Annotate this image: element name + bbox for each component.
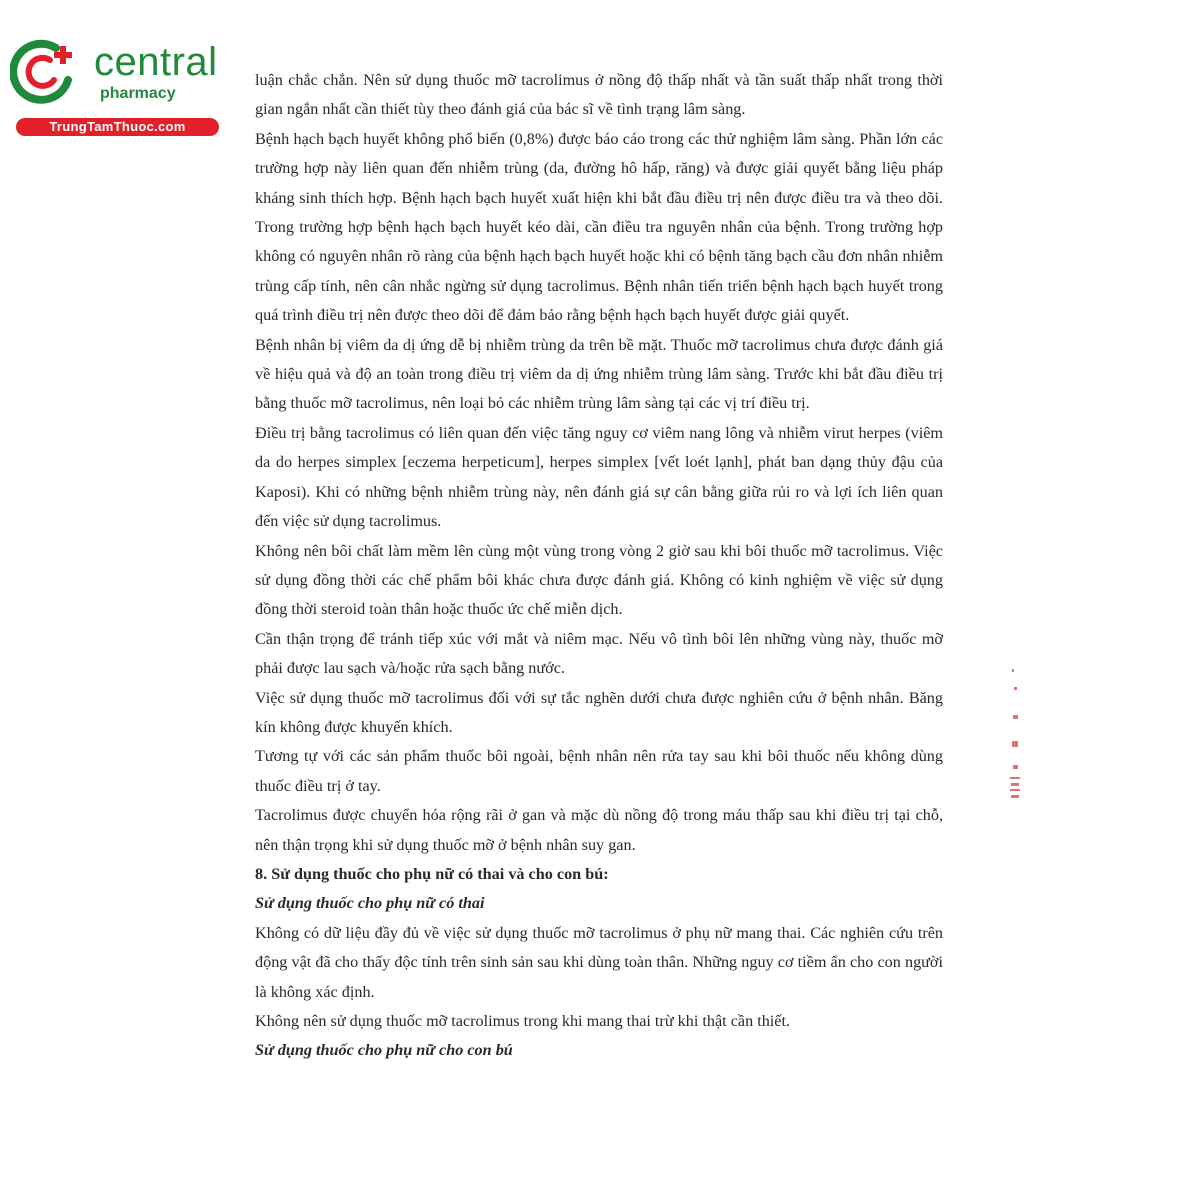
brand-name: central <box>94 40 218 84</box>
subheading-pregnancy: Sử dụng thuốc cho phụ nữ có thai <box>255 894 485 913</box>
paragraph: Điều trị bằng tacrolimus có liên quan đến việc tăng nguy cơ viêm nang lông và nhiễm virut herpes (viêm da do herpes simplex [eczema herpeticum], herpes simplex [vết loét lạnh], phát ban dạng thủy đậu của Kaposi). Khi có những bệnh nhiễm trùng này, nên đánh giá sự cân bằng giữa rủi ro và lợi ích liên quan đến việc sử dụng tacrolimus. <box>255 423 943 531</box>
paragraph: Không có dữ liệu đầy đủ về việc sử dụng thuốc mỡ tacrolimus ở phụ nữ mang thai. Các nghiên cứu trên động vật đã cho thấy độc tính trên sinh sản sau khi dùng toàn thân. Những nguy cơ tiềm ẩn cho con người là không xác định. <box>255 923 943 1001</box>
paragraph: Bệnh nhân bị viêm da dị ứng dễ bị nhiễm trùng da trên bề mặt. Thuốc mỡ tacrolimus chưa được đánh giá về hiệu quả và độ an toàn trong điều trị viêm da dị ứng nhiễm trùng lâm sàng. Trước khi bắt đầu điều trị bằng thuốc mỡ tacrolimus, nên loại bỏ các nhiễm trùng lâm sàng tại các vị trí điều trị. <box>255 335 943 413</box>
section-heading: 8. Sử dụng thuốc cho phụ nữ có thai và cho con bú: <box>255 864 609 883</box>
paragraph: luận chắc chắn. Nên sử dụng thuốc mỡ tacrolimus ở nồng độ thấp nhất và tần suất thấp nhất trong thời gian ngắn nhất cần thiết tùy theo đánh giá của bác sĩ về tình trạng lâm sàng. <box>255 71 943 119</box>
paragraph: Bệnh hạch bạch huyết không phổ biến (0,8%) được báo cáo trong các thử nghiệm lâm sàng. Phần lớn các trường hợp này liên quan đến nhiễm trùng (da, đường hô hấp, răng) và được giải quyết bằng liệu pháp kháng sinh thích hợp. Bệnh hạch bạch huyết xuất hiện khi bắt đầu điều trị nên được điều tra và theo dõi. Trong trường hợp bệnh hạch bạch huyết kéo dài, cần điều tra nguyên nhân của bệnh. Trong trường hợp không có nguyên nhân rõ ràng của bệnh hạch bạch huyết hoặc khi có bệnh tăng bạch cầu đơn nhân nhiễm trùng cấp tính, nên cân nhắc ngừng sử dụng tacrolimus. Bệnh nhân tiến triển bệnh hạch bạch huyết trong quá trình điều trị nên được theo dõi để đảm bảo rằng bệnh hạch bạch huyết được giải quyết. <box>255 129 943 325</box>
paragraph: Tương tự với các sản phẩm thuốc bôi ngoài, bệnh nhân nên rửa tay sau khi bôi thuốc nếu không dùng thuốc điều trị ở tay. <box>255 747 943 795</box>
brand-url: TrungTamThuoc.com <box>16 118 219 136</box>
paragraph: Cần thận trọng để tránh tiếp xúc với mắt và niêm mạc. Nếu vô tình bôi lên những vùng này, thuốc mỡ phải được lau sạch và/hoặc rửa sạch bằng nước. <box>255 629 943 678</box>
brand-subtitle: pharmacy <box>100 85 176 102</box>
document-body <box>255 66 943 1066</box>
paragraph: Không nên bôi chất làm mềm lên cùng một vùng trong vòng 2 giờ sau khi bôi thuốc mỡ tacrolimus. Việc sử dụng đồng thời các chế phẩm bôi khác chưa được đánh giá. Không có kinh nghiệm về việc sử dụng đồng thời steroid toàn thân hoặc thuốc ức chế miễn dịch. <box>255 541 943 619</box>
subheading-breastfeeding: Sử dụng thuốc cho phụ nữ cho con bú <box>255 1041 513 1060</box>
paragraph: Việc sử dụng thuốc mỡ tacrolimus đối với sự tắc nghẽn dưới chưa được nghiên cứu ở bệnh nhân. Băng kín không được khuyến khích. <box>255 688 943 736</box>
paragraph: Không nên sử dụng thuốc mỡ tacrolimus trong khi mang thai trừ khi thật cần thiết. <box>255 1012 791 1030</box>
paragraph: Tacrolimus được chuyển hóa rộng rãi ở gan và mặc dù nồng độ trong máu thấp sau khi điều trị tại chỗ, nên thận trọng khi sử dụng thuốc mỡ ở bệnh nhân suy gan. <box>255 806 943 854</box>
red-stamp-mark <box>1004 665 1024 815</box>
brand-logo[interactable] <box>10 36 218 140</box>
central-pharmacy-logo-icon <box>10 36 82 104</box>
